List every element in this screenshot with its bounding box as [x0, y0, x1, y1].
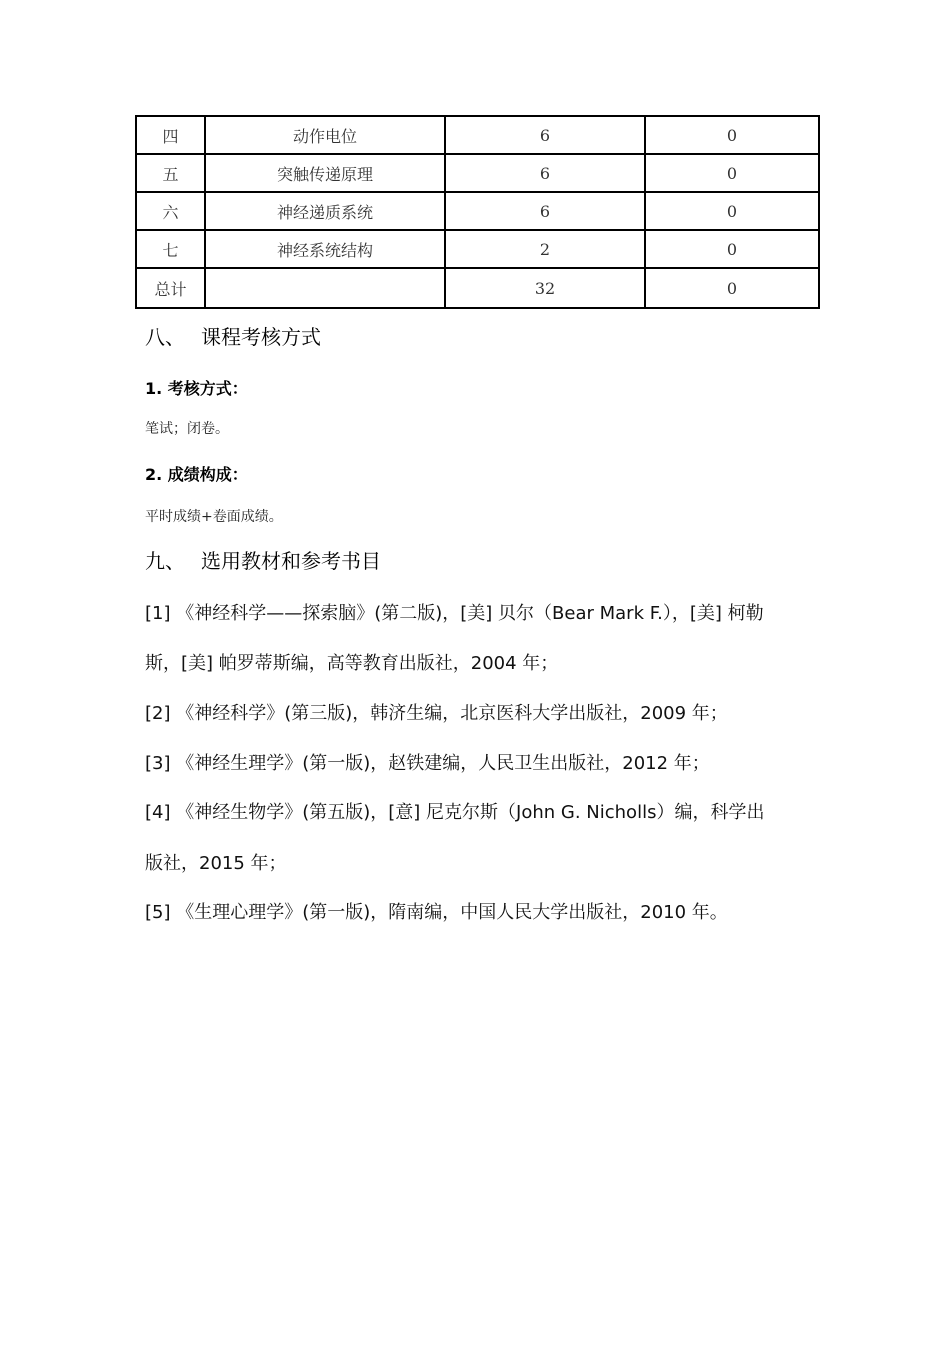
- reference-line: [2] 《神经科学》(第三版)，韩济生编，北京医科大学出版社，2009 年；: [145, 703, 728, 724]
- section-8-title: 课程考核方式: [201, 325, 321, 349]
- table-row: [136, 230, 819, 268]
- theory-hours-cell: 2: [445, 230, 645, 268]
- topic-cell: 动作电位: [205, 116, 445, 154]
- topic-cell: [205, 268, 445, 308]
- course-hours-table: [135, 115, 820, 309]
- reference-line: [5] 《生理心理学》(第一版)，隋南编，中国人民大学出版社，2010 年。: [145, 902, 728, 923]
- lab-hours-cell: 0: [645, 268, 819, 308]
- section-9-number: 九、: [145, 549, 185, 573]
- table-row: [136, 192, 819, 230]
- topic-cell: 突触传递原理: [205, 154, 445, 192]
- reference-line: [1] 《神经科学——探索脑》(第二版)，[美] 贝尔（Bear Mark F.），[美] 柯勒: [145, 603, 764, 624]
- section-9-title: 选用教材和参考书目: [201, 549, 381, 573]
- section-8-number: 八、: [145, 325, 185, 349]
- grade-composition-text: 平时成绩+卷面成绩。: [145, 509, 283, 525]
- reference-line: [4] 《神经生物学》(第五版)，[意] 尼克尔斯（John G. Nicholls）编，科学出: [145, 802, 765, 823]
- reference-line: [3] 《神经生理学》(第一版)，赵铁建编，人民卫生出版社，2012 年；: [145, 753, 710, 774]
- theory-hours-cell: 6: [445, 154, 645, 192]
- assessment-method-heading: 1. 考核方式：: [145, 379, 248, 398]
- lab-hours-cell: 0: [645, 154, 819, 192]
- table-row: [136, 116, 819, 154]
- chapter-cell: 五: [136, 154, 205, 192]
- chapter-cell: 四: [136, 116, 205, 154]
- topic-cell: 神经递质系统: [205, 192, 445, 230]
- table-total-row: [136, 268, 819, 308]
- reference-line: 斯，[美] 帕罗蒂斯编，高等教育出版社，2004 年；: [145, 653, 559, 674]
- chapter-cell: 六: [136, 192, 205, 230]
- reference-line: 版社，2015 年；: [145, 853, 287, 874]
- theory-hours-cell: 32: [445, 268, 645, 308]
- section-8-heading: [145, 321, 321, 350]
- theory-hours-cell: 6: [445, 192, 645, 230]
- lab-hours-cell: 0: [645, 230, 819, 268]
- lab-hours-cell: 0: [645, 116, 819, 154]
- topic-cell: 神经系统结构: [205, 230, 445, 268]
- assessment-method-text: 笔试；闭卷。: [145, 421, 229, 437]
- table-row: [136, 154, 819, 192]
- lab-hours-cell: 0: [645, 192, 819, 230]
- theory-hours-cell: 6: [445, 116, 645, 154]
- chapter-cell: 总计: [136, 268, 205, 308]
- chapter-cell: 七: [136, 230, 205, 268]
- grade-composition-heading: 2. 成绩构成：: [145, 465, 248, 484]
- section-9-heading: [145, 545, 381, 574]
